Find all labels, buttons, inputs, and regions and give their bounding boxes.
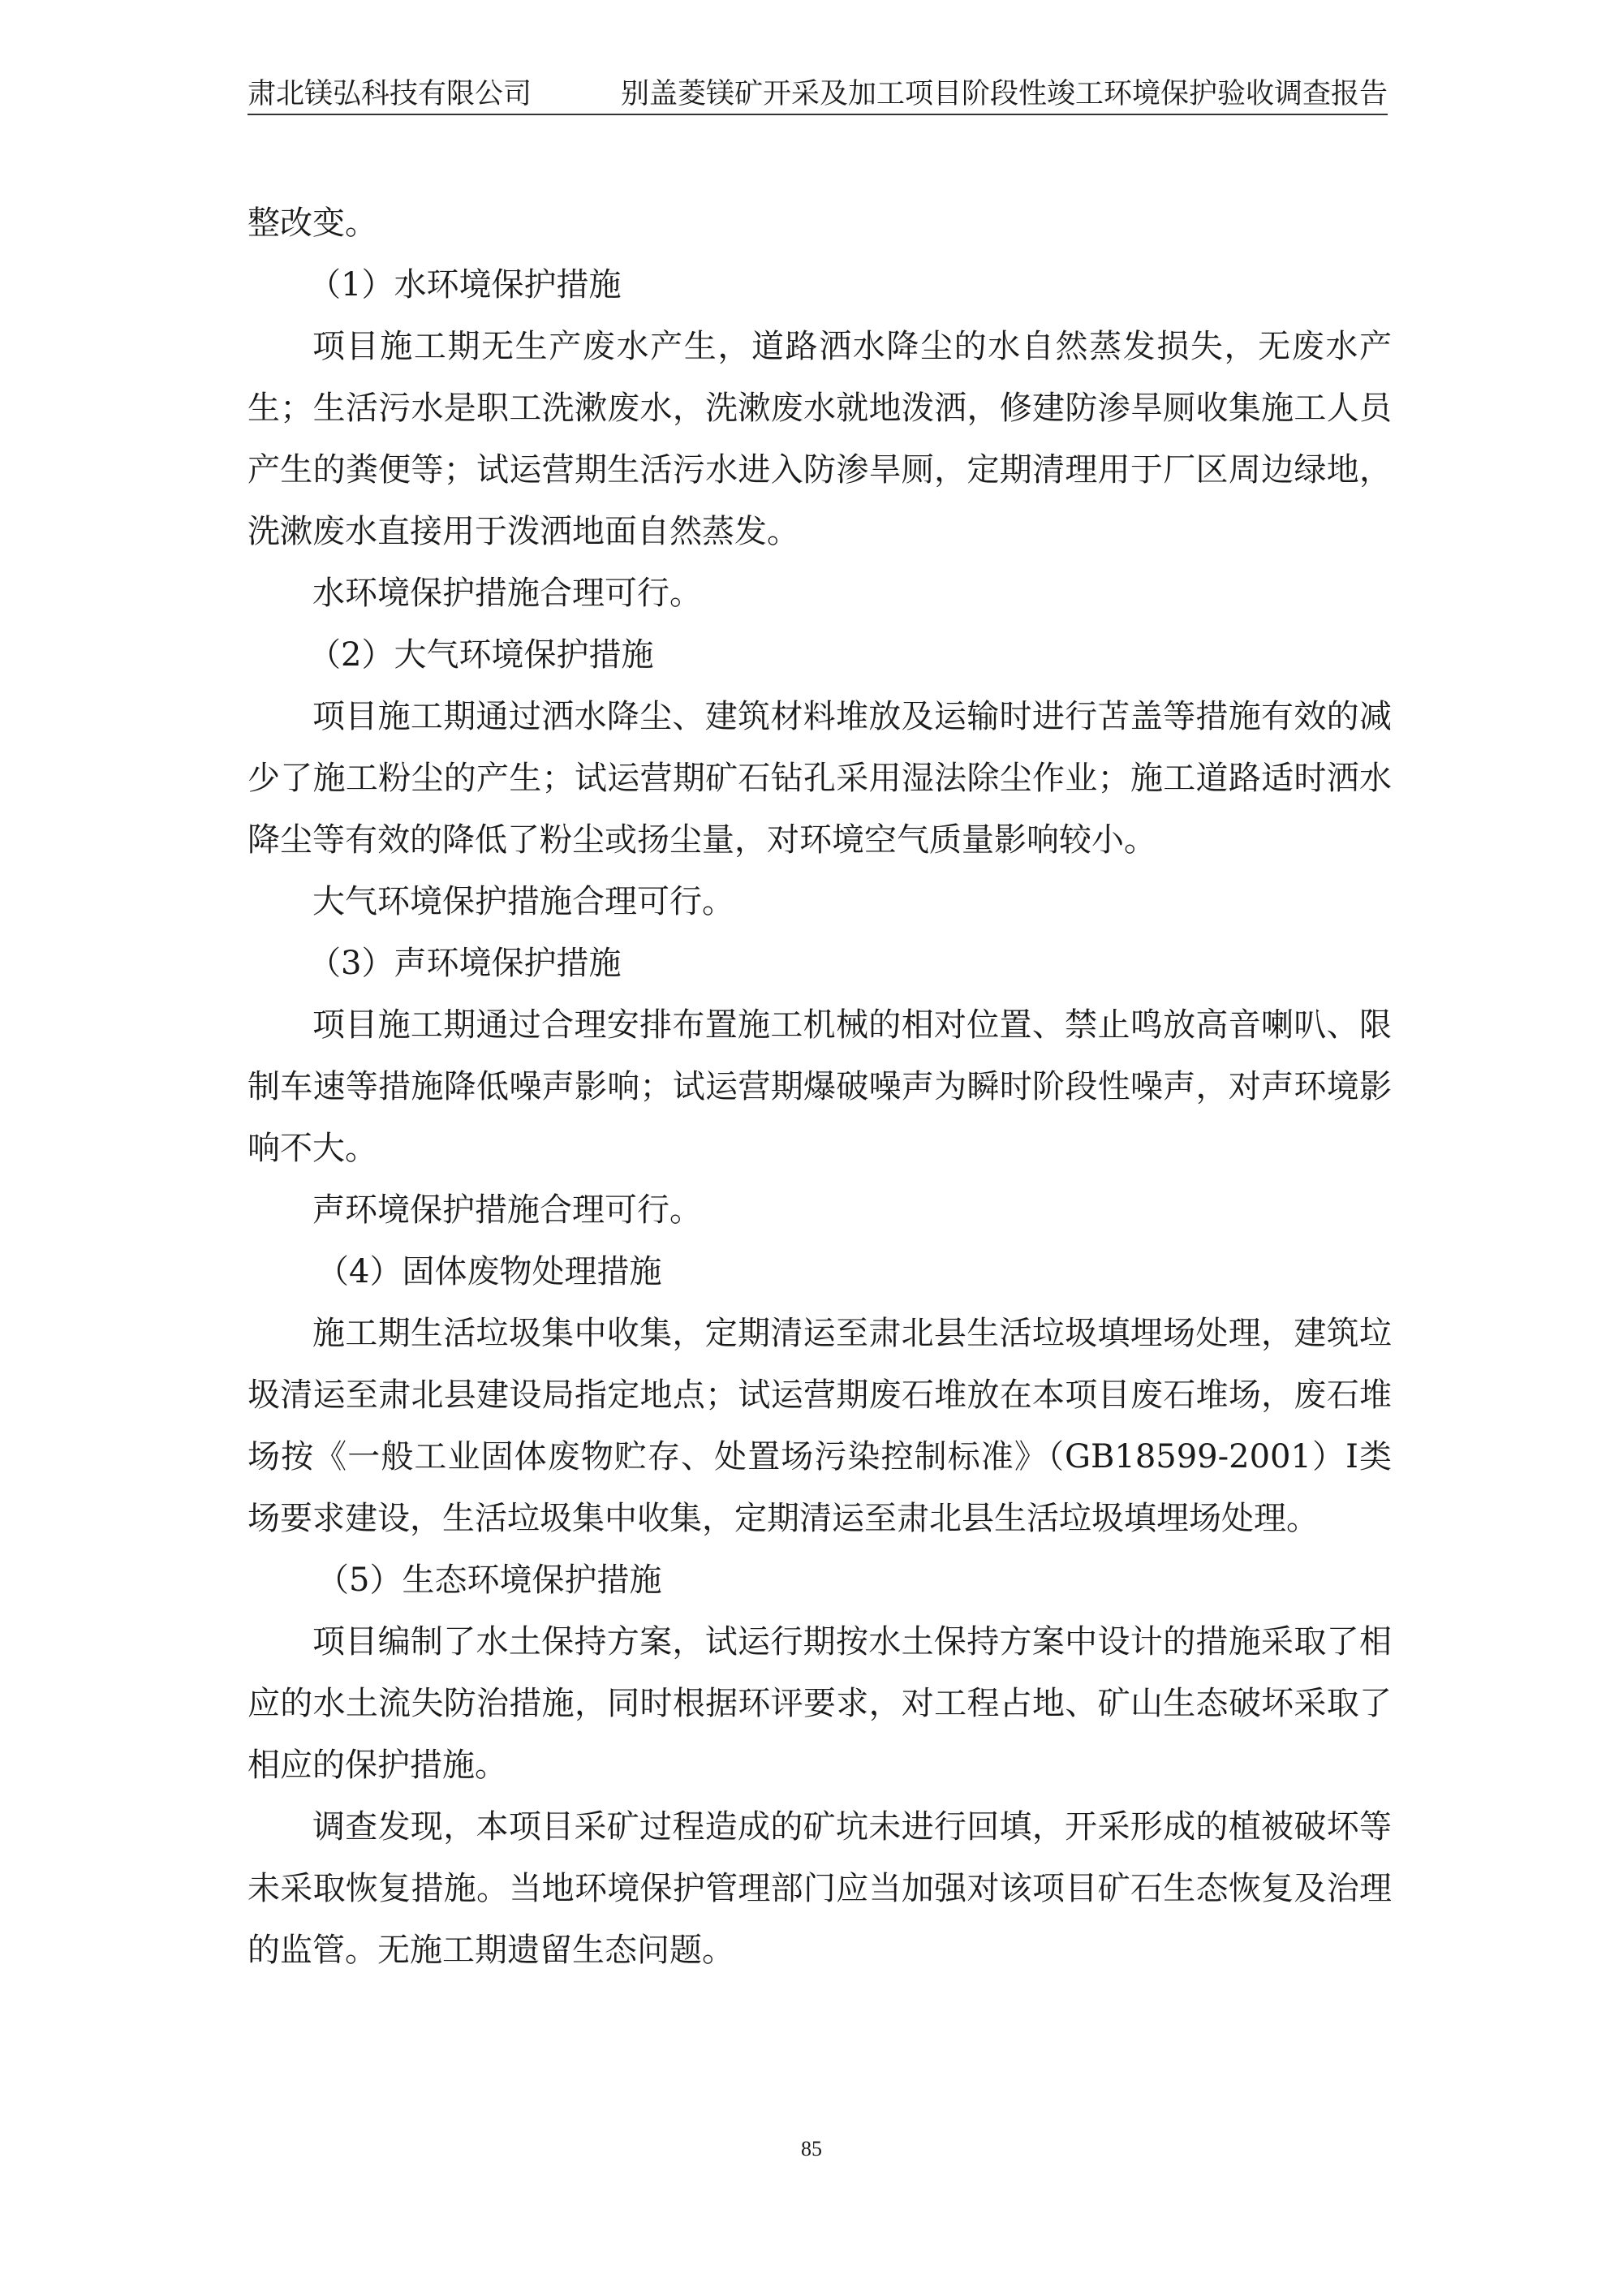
paragraph-continuation: 整改变。 — [248, 205, 377, 242]
section-heading-solid-waste: （4）固体废物处理措施 — [316, 1253, 662, 1290]
section-heading-noise: （3）声环境保护措施 — [308, 945, 622, 982]
paragraph-ecology-findings: 调查发现，本项目采矿过程造成的矿坑未进行回填，开采形成的植被破坏等未采取恢复措施。当地环境保护管理部门应当加强对该项目矿石生态恢复及治理的监管。无施工期遗留生态问题。 — [248, 1808, 1392, 1969]
paragraph-noise-conclusion: 声环境保护措施合理可行。 — [312, 1191, 702, 1229]
paragraph-water-measures: 项目施工期无生产废水产生，道路洒水降尘的水自然蒸发损失，无废水产生；生活污水是职工洗漱废水，洗漱废水就地泼洒，修建防渗旱厕收集施工人员产生的粪便等；试运营期生活污水进入防渗旱厕，定期清理用于厂区周边绿地，洗漱废水直接用于泼洒地面自然蒸发。 — [248, 328, 1392, 550]
paragraph-solid-waste-measures: 施工期生活垃圾集中收集，定期清运至肃北县生活垃圾填埋场处理，建筑垃圾清运至肃北县建设局指定地点；试运营期废石堆放在本项目废石堆场，废石堆场按《一般工业固体废物贮存、处置场污染控制标准》（GB18599-2001）Ⅰ类场要求建设，生活垃圾集中收集，定期清运至肃北县生活垃圾填埋场处理。 — [248, 1315, 1392, 1537]
paragraph-water-conclusion: 水环境保护措施合理可行。 — [312, 575, 702, 612]
page-number: 85 — [801, 2137, 822, 2160]
paragraph-noise-measures: 项目施工期通过合理安排布置施工机械的相对位置、禁止鸣放高音喇叭、限制车速等措施降低噪声影响；试运营期爆破噪声为瞬时阶段性噪声，对声环境影响不大。 — [248, 1006, 1392, 1167]
header-report-title: 别盖菱镁矿开采及加工项目阶段性竣工环境保护验收调查报告 — [620, 78, 1388, 110]
paragraph-ecology-measures: 项目编制了水土保持方案，试运行期按水土保持方案中设计的措施采取了相应的水土流失防治措施，同时根据环评要求，对工程占地、矿山生态破坏采取了相应的保护措施。 — [248, 1623, 1392, 1784]
document-body — [248, 192, 1392, 1981]
section-heading-water: （1）水环境保护措施 — [308, 266, 622, 304]
page-header — [248, 78, 1388, 115]
section-heading-ecology: （5）生态环境保护措施 — [316, 1562, 662, 1599]
header-company: 肃北镁弘科技有限公司 — [248, 78, 532, 110]
paragraph-air-conclusion: 大气环境保护措施合理可行。 — [312, 883, 734, 920]
paragraph-air-measures: 项目施工期通过洒水降尘、建筑材料堆放及运输时进行苫盖等措施有效的减少了施工粉尘的产生；试运营期矿石钻孔采用湿法除尘作业；施工道路适时洒水降尘等有效的降低了粉尘或扬尘量，对环境空气质量影响较小。 — [248, 698, 1392, 859]
section-heading-air: （2）大气环境保护措施 — [308, 636, 654, 674]
